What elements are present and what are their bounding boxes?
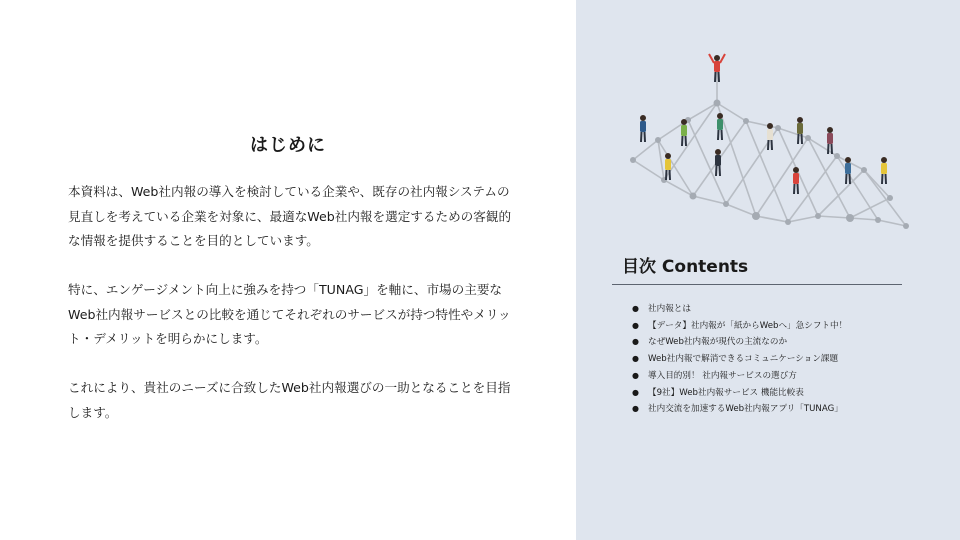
contents-list [632,301,847,418]
contents-item [632,301,847,318]
person-figure [793,167,799,194]
person-figure [681,119,687,146]
intro-paragraph-1: 本資料は、Web社内報の導入を検討している企業や、既存の社内報システムの見直しを考えている企業を対象に、最適なWeb社内報を選定するための客観的な情報を提供することを目的としています。 [68,184,512,248]
person-figure [640,115,646,142]
intro-body [68,180,516,450]
intro-paragraph-2: 特に、エンゲージメント向上に強みを持つ「TUNAG」を軸に、市場の主要なWeb社内報サービスとの比較を通じてそれぞれのサービスが持つ特性やメリット・デメリットを明らかにします。 [68,282,511,346]
contents-item [632,351,847,368]
intro-paragraph-3: これにより、貴社のニーズに合致したWeb社内報選びの一助となることを目指します。 [68,380,511,420]
person-figure [665,153,671,180]
bullet-icon: ● [632,304,639,313]
bullet-icon: ● [632,370,639,380]
person-figure [717,113,723,140]
contents-item-label: 社内報とは [648,304,691,314]
person-figure [845,157,851,184]
contents-item-label: なぜWeb社内報が現代の主流なのか [648,337,788,348]
bullet-icon: ● [632,354,639,364]
contents-item [632,318,847,335]
person-figure [767,123,773,150]
person-figure [715,149,721,176]
contents-title: 目次 Contents [622,257,749,277]
contents-item [632,368,847,385]
people-network-illustration [628,48,918,234]
bullet-icon: ● [632,387,639,397]
person-figure [827,127,833,154]
people-figures [640,54,887,194]
contents-item-label: 導入目的別！ 社内報サービスの選び方 [648,370,797,381]
contents-item [632,401,847,418]
bullet-icon: ● [632,404,639,414]
contents-item-label: 【データ】社内報が「紙からWebへ」急シフト中！ [648,320,848,331]
contents-item-label: Web社内報で解消できるコミュニケーション課題 [648,354,839,365]
intro-title: はじめに [250,135,326,156]
bullet-icon: ● [632,337,639,347]
person-figure [881,157,887,184]
contents-item-label: 社内交流を加速するWeb社内報アプリ「TUNAG」 [648,404,843,415]
contents-divider [612,284,902,285]
contents-item [632,334,847,351]
network-lines [633,68,906,226]
person-figure [797,117,803,144]
bullet-icon: ● [632,320,639,330]
contents-item-label: 【9社】Web社内報サービス 機能比較表 [648,387,804,398]
contents-item [632,385,847,402]
